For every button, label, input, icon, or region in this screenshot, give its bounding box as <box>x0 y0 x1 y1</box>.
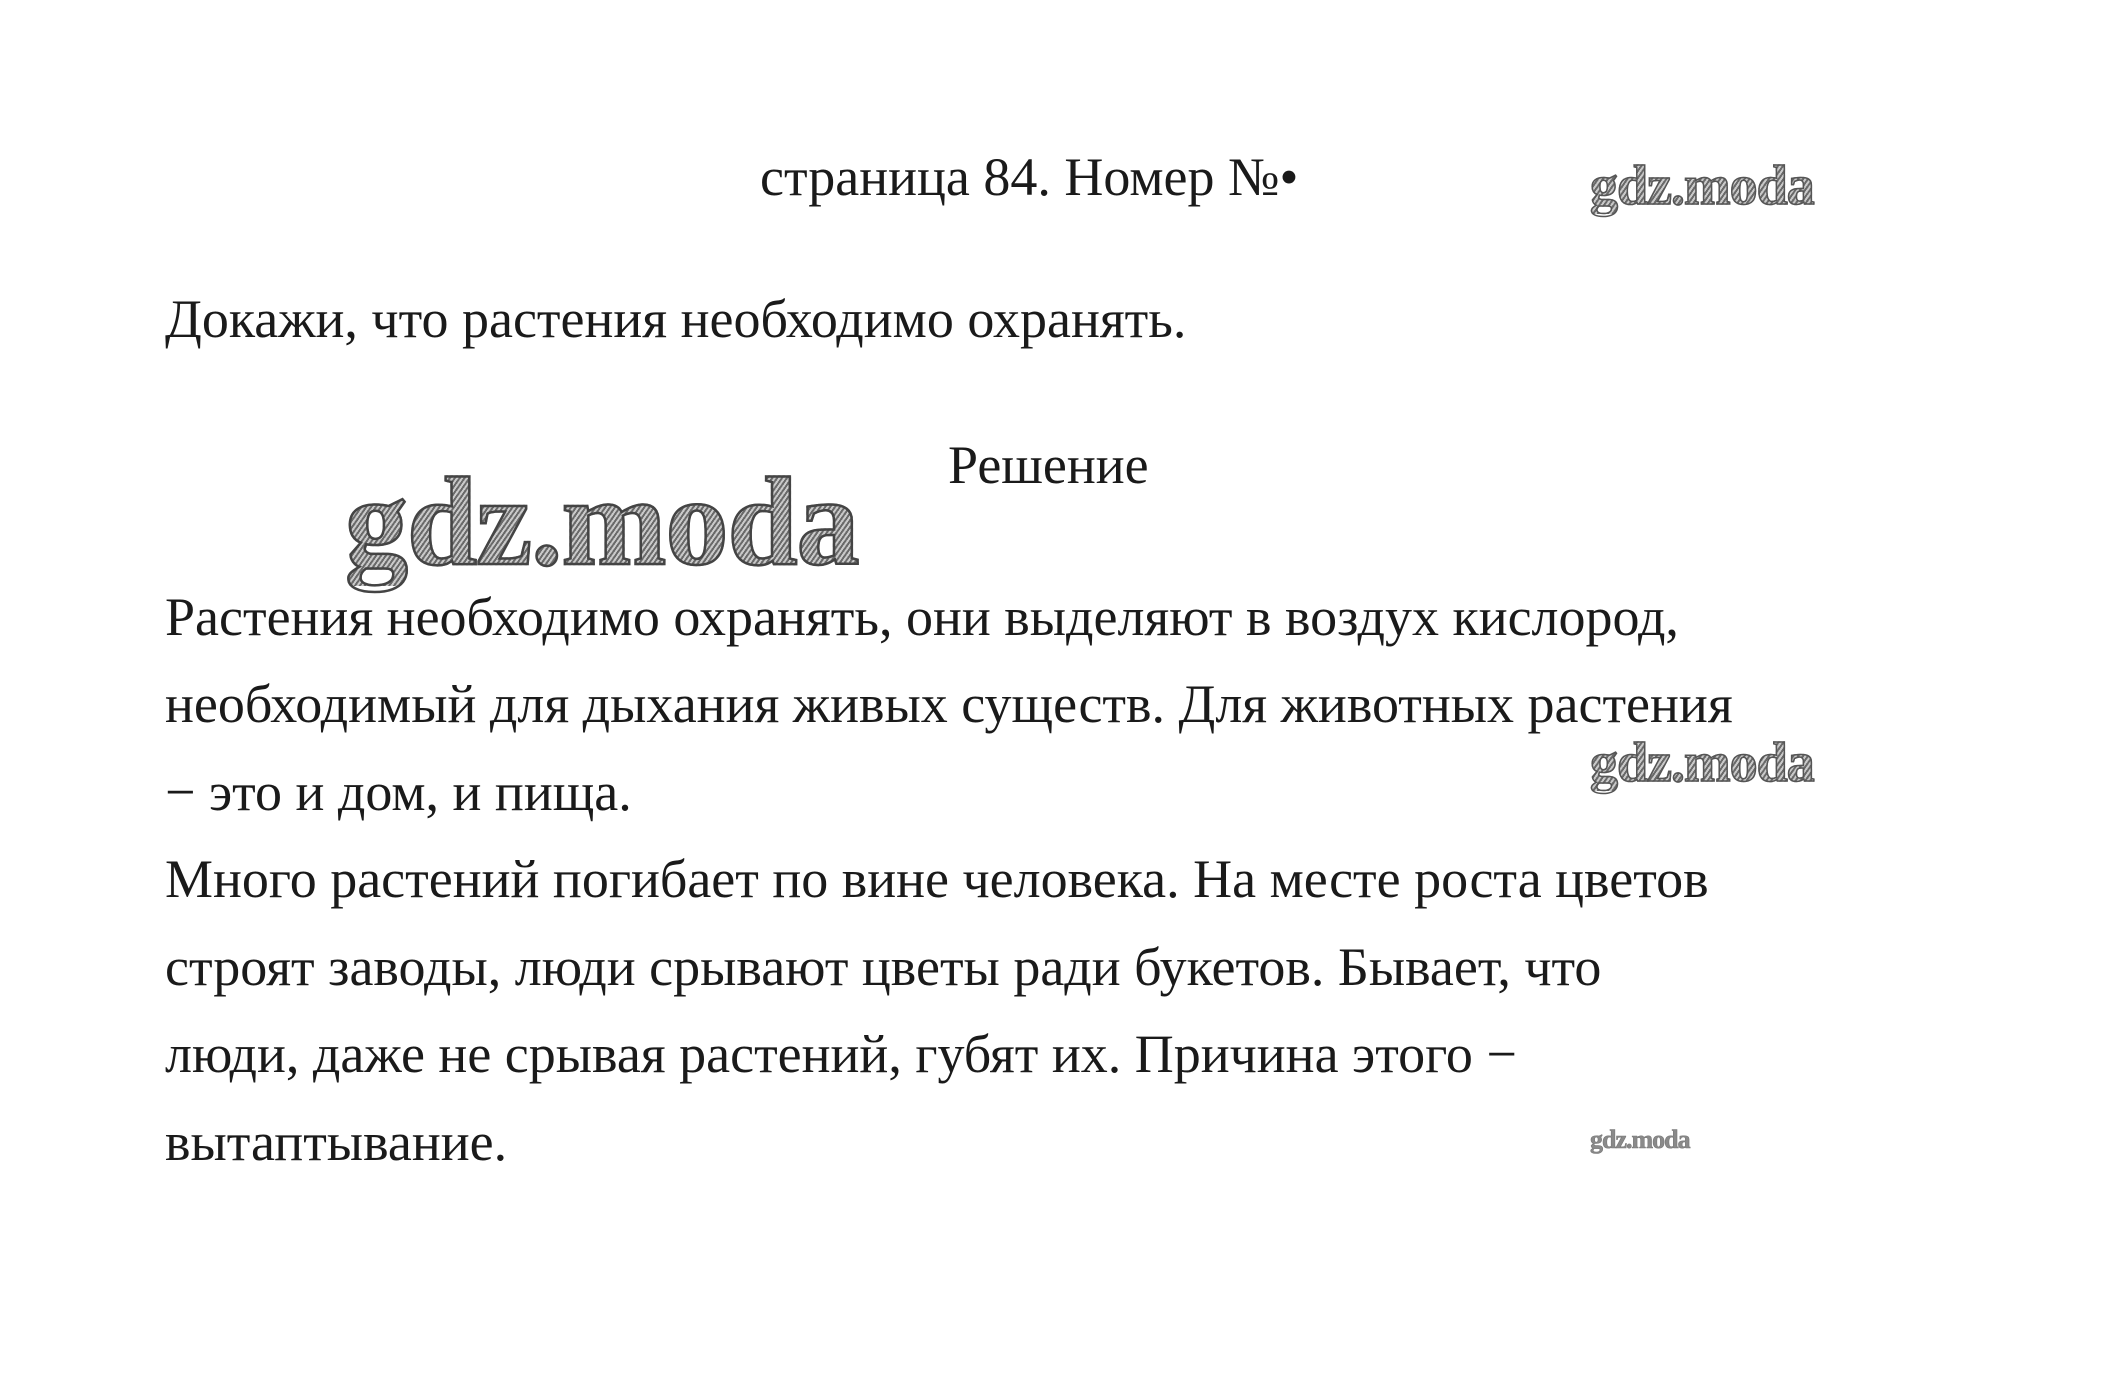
solution-line: строят заводы, люди срывают цветы ради букетов. Бывает, что <box>165 937 1602 997</box>
solution-line: Много растений погибает по вине человека. На месте роста цветов <box>165 849 1709 909</box>
watermark-logo: gdz.moda <box>345 453 859 592</box>
task-question: Докажи, что растения необходимо охранять. <box>165 289 1187 349</box>
page-header: страница 84. Номер №• <box>760 147 1299 207</box>
solution-line: люди, даже не срывая растений, губят их. Причина этого − <box>165 1024 1517 1084</box>
solution-line: вытаптывание. <box>165 1112 508 1172</box>
solution-heading: Решение <box>948 435 1149 495</box>
solution-line: − это и дом, и пища. <box>165 762 632 822</box>
solution-line: необходимый для дыхания живых существ. Для животных растения <box>165 674 1733 734</box>
watermark-logo: gdz.moda <box>1590 1125 1690 1154</box>
solution-line: Растения необходимо охранять, они выделяют в воздух кислород, <box>165 587 1679 647</box>
watermark-logo: gdz.moda <box>1590 732 1814 794</box>
watermark-logo: gdz.moda <box>1590 155 1814 217</box>
